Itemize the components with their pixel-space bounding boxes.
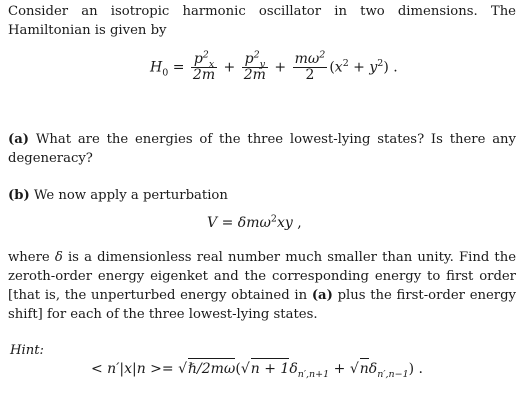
part-b-text: We now apply a perturbation — [29, 188, 228, 203]
px-sub: x — [208, 58, 215, 70]
potential-close: ) . — [383, 59, 398, 76]
part-a-paragraph — [8, 130, 516, 168]
py-den: 2m — [243, 67, 266, 83]
px-den: 2m — [192, 67, 216, 83]
perturbation-sup: 2 — [270, 213, 277, 225]
m-omega-base: mω — [294, 51, 320, 67]
perturbation-tail: , — [292, 215, 302, 231]
kinetic-x-term — [191, 49, 217, 83]
x-var: x — [334, 59, 343, 76]
intro-paragraph: Consider an isotropic harmonic oscillator in two dimensions. The Hamiltonian is given by — [8, 4, 516, 38]
hamiltonian-lhs: H — [150, 59, 163, 76]
hamiltonian-lhs-sub: 0 — [162, 67, 169, 79]
delta-symbol: δ — [54, 250, 63, 265]
hint-plus: + — [329, 361, 350, 377]
plus-sign-3: + — [348, 59, 370, 76]
hint-close: ) . — [408, 361, 423, 377]
y-var: y — [369, 59, 378, 76]
part-a-label: (a) — [8, 132, 30, 147]
hamiltonian-equation — [150, 49, 398, 83]
x-sup: 2 — [342, 57, 349, 69]
px-base: p — [193, 51, 203, 67]
potential-den: 2 — [305, 67, 315, 83]
where-text-2: is a dimensionless real number much smaller than unity. Find the zeroth-order energy eigenket and the corresponding energy to first order [that is, the unperturbed energy obtained in — [8, 250, 517, 303]
perturbation-rhs-a: δmω — [237, 215, 271, 231]
perturbation-eq-sign: = — [217, 215, 238, 231]
hint-lhs: < n′|x|n >= — [91, 361, 174, 377]
part-a-text: What are the energies of the three lowest-lying states? Is there any degeneracy? — [8, 132, 516, 166]
plus-sign-2: + — [274, 59, 287, 76]
hint-delta-2: δ — [368, 361, 378, 377]
where-text-1: where — [8, 250, 55, 265]
py-sub: y — [259, 58, 266, 70]
hint-equation — [91, 358, 423, 379]
py-sup: 2 — [253, 49, 260, 61]
hint-open: ( — [235, 361, 241, 377]
part-b-paragraph — [8, 186, 516, 205]
part-a-ref: (a) — [311, 288, 333, 303]
hamiltonian-eq-sign: = — [172, 59, 185, 76]
m-omega-sup: 2 — [319, 49, 326, 61]
perturbation-rhs-b: xy — [276, 215, 293, 231]
kinetic-y-term — [242, 49, 268, 83]
py-base: p — [244, 51, 254, 67]
hint-sqrt-1: ℏ/2mω — [188, 358, 235, 379]
hint-delta-2-sub: n′,n−1 — [377, 368, 409, 380]
plus-sign-1: + — [223, 59, 236, 76]
perturbation-equation — [207, 214, 302, 233]
where-text-3: plus the first-order energy shift] for each of the three lowest-lying states. — [8, 288, 516, 322]
sqrt-symbol-2: √ — [240, 361, 250, 377]
sqrt-symbol-1: √ — [178, 361, 188, 377]
where-paragraph — [8, 248, 516, 324]
perturbation-lhs: V — [207, 215, 218, 231]
hint-label: Hint: — [10, 343, 44, 358]
px-sup: 2 — [202, 49, 209, 61]
hint-delta-1: δ — [289, 361, 298, 377]
potential-term — [293, 49, 328, 83]
hint-delta-1-sub: n′,n+1 — [297, 368, 330, 380]
sqrt-symbol-3: √ — [349, 361, 359, 377]
hint-sqrt-3: n — [360, 358, 369, 379]
potential-open: ( — [329, 59, 335, 76]
hint-sqrt-2: n + 1 — [251, 358, 290, 379]
y-sup: 2 — [377, 57, 384, 69]
part-b-label: (b) — [8, 188, 30, 203]
